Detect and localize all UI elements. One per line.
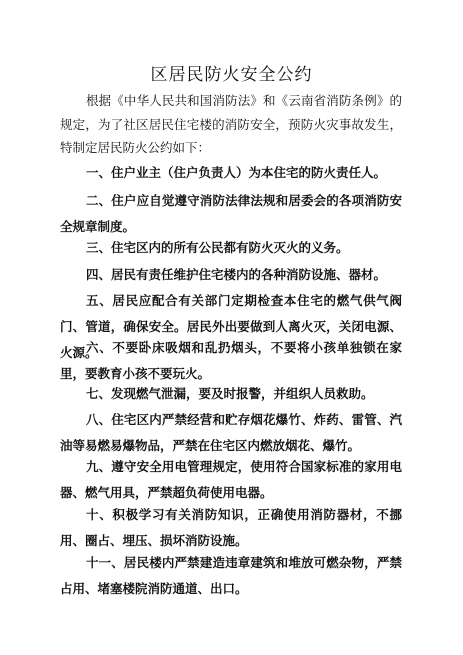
clause-9: 九、遵守安全用电管理规定，使用符合国家标准的家用电器、燃气用具，严禁超负荷使用电器。 (60, 459, 402, 500)
clause-4: 四、居民有责任维护住宅楼内的各种消防设施、器材。 (86, 267, 387, 282)
clause-2: 二、住户应自觉遵守消防法律法规和居委会的各项消防安全规章制度。 (60, 193, 402, 234)
clause-11: 十一、居民楼内严禁建造违章建筑和堆放可燃杂物，严禁占用、堵塞楼院消防通道、出口。 (60, 555, 402, 596)
clause-8: 八、住宅区内严禁经营和贮存烟花爆竹、炸药、雷管、汽油等易燃易爆物品，严禁在住宅区内燃放烟花、爆竹。 (60, 412, 402, 453)
clause-10: 十、积极学习有关消防知识，正确使用消防器材，不挪用、圈占、埋压、损坏消防设施。 (60, 507, 402, 548)
document-title: 区居民防火安全公约 (150, 65, 313, 85)
clause-7: 七、发现燃气泄漏，要及时报警，并组织人员救助。 (86, 386, 374, 401)
clause-5: 五、居民应配合有关部门定期检查本住宅的燃气供气阀门、管道，确保安全。居民外出要做到人离火灭，关闭电源、火源。 (60, 293, 402, 360)
intro-paragraph: 根据《中华人民共和国消防法》和《云南省消防条例》的规定，为了社区居民住宅楼的消防安全，预防火灾事故发生，特制定居民防火公约如下： (60, 93, 402, 155)
clause-6: 六、不要卧床吸烟和乱扔烟头，不要将小孩单独锁在家里，要教育小孩不要玩火。 (60, 340, 402, 381)
clause-3: 三、住宅区内的所有公民都有防火灭火的义务。 (86, 240, 349, 255)
clause-1: 一、住户业主（住户负责人）为本住宅的防火责任人。 (86, 165, 387, 180)
